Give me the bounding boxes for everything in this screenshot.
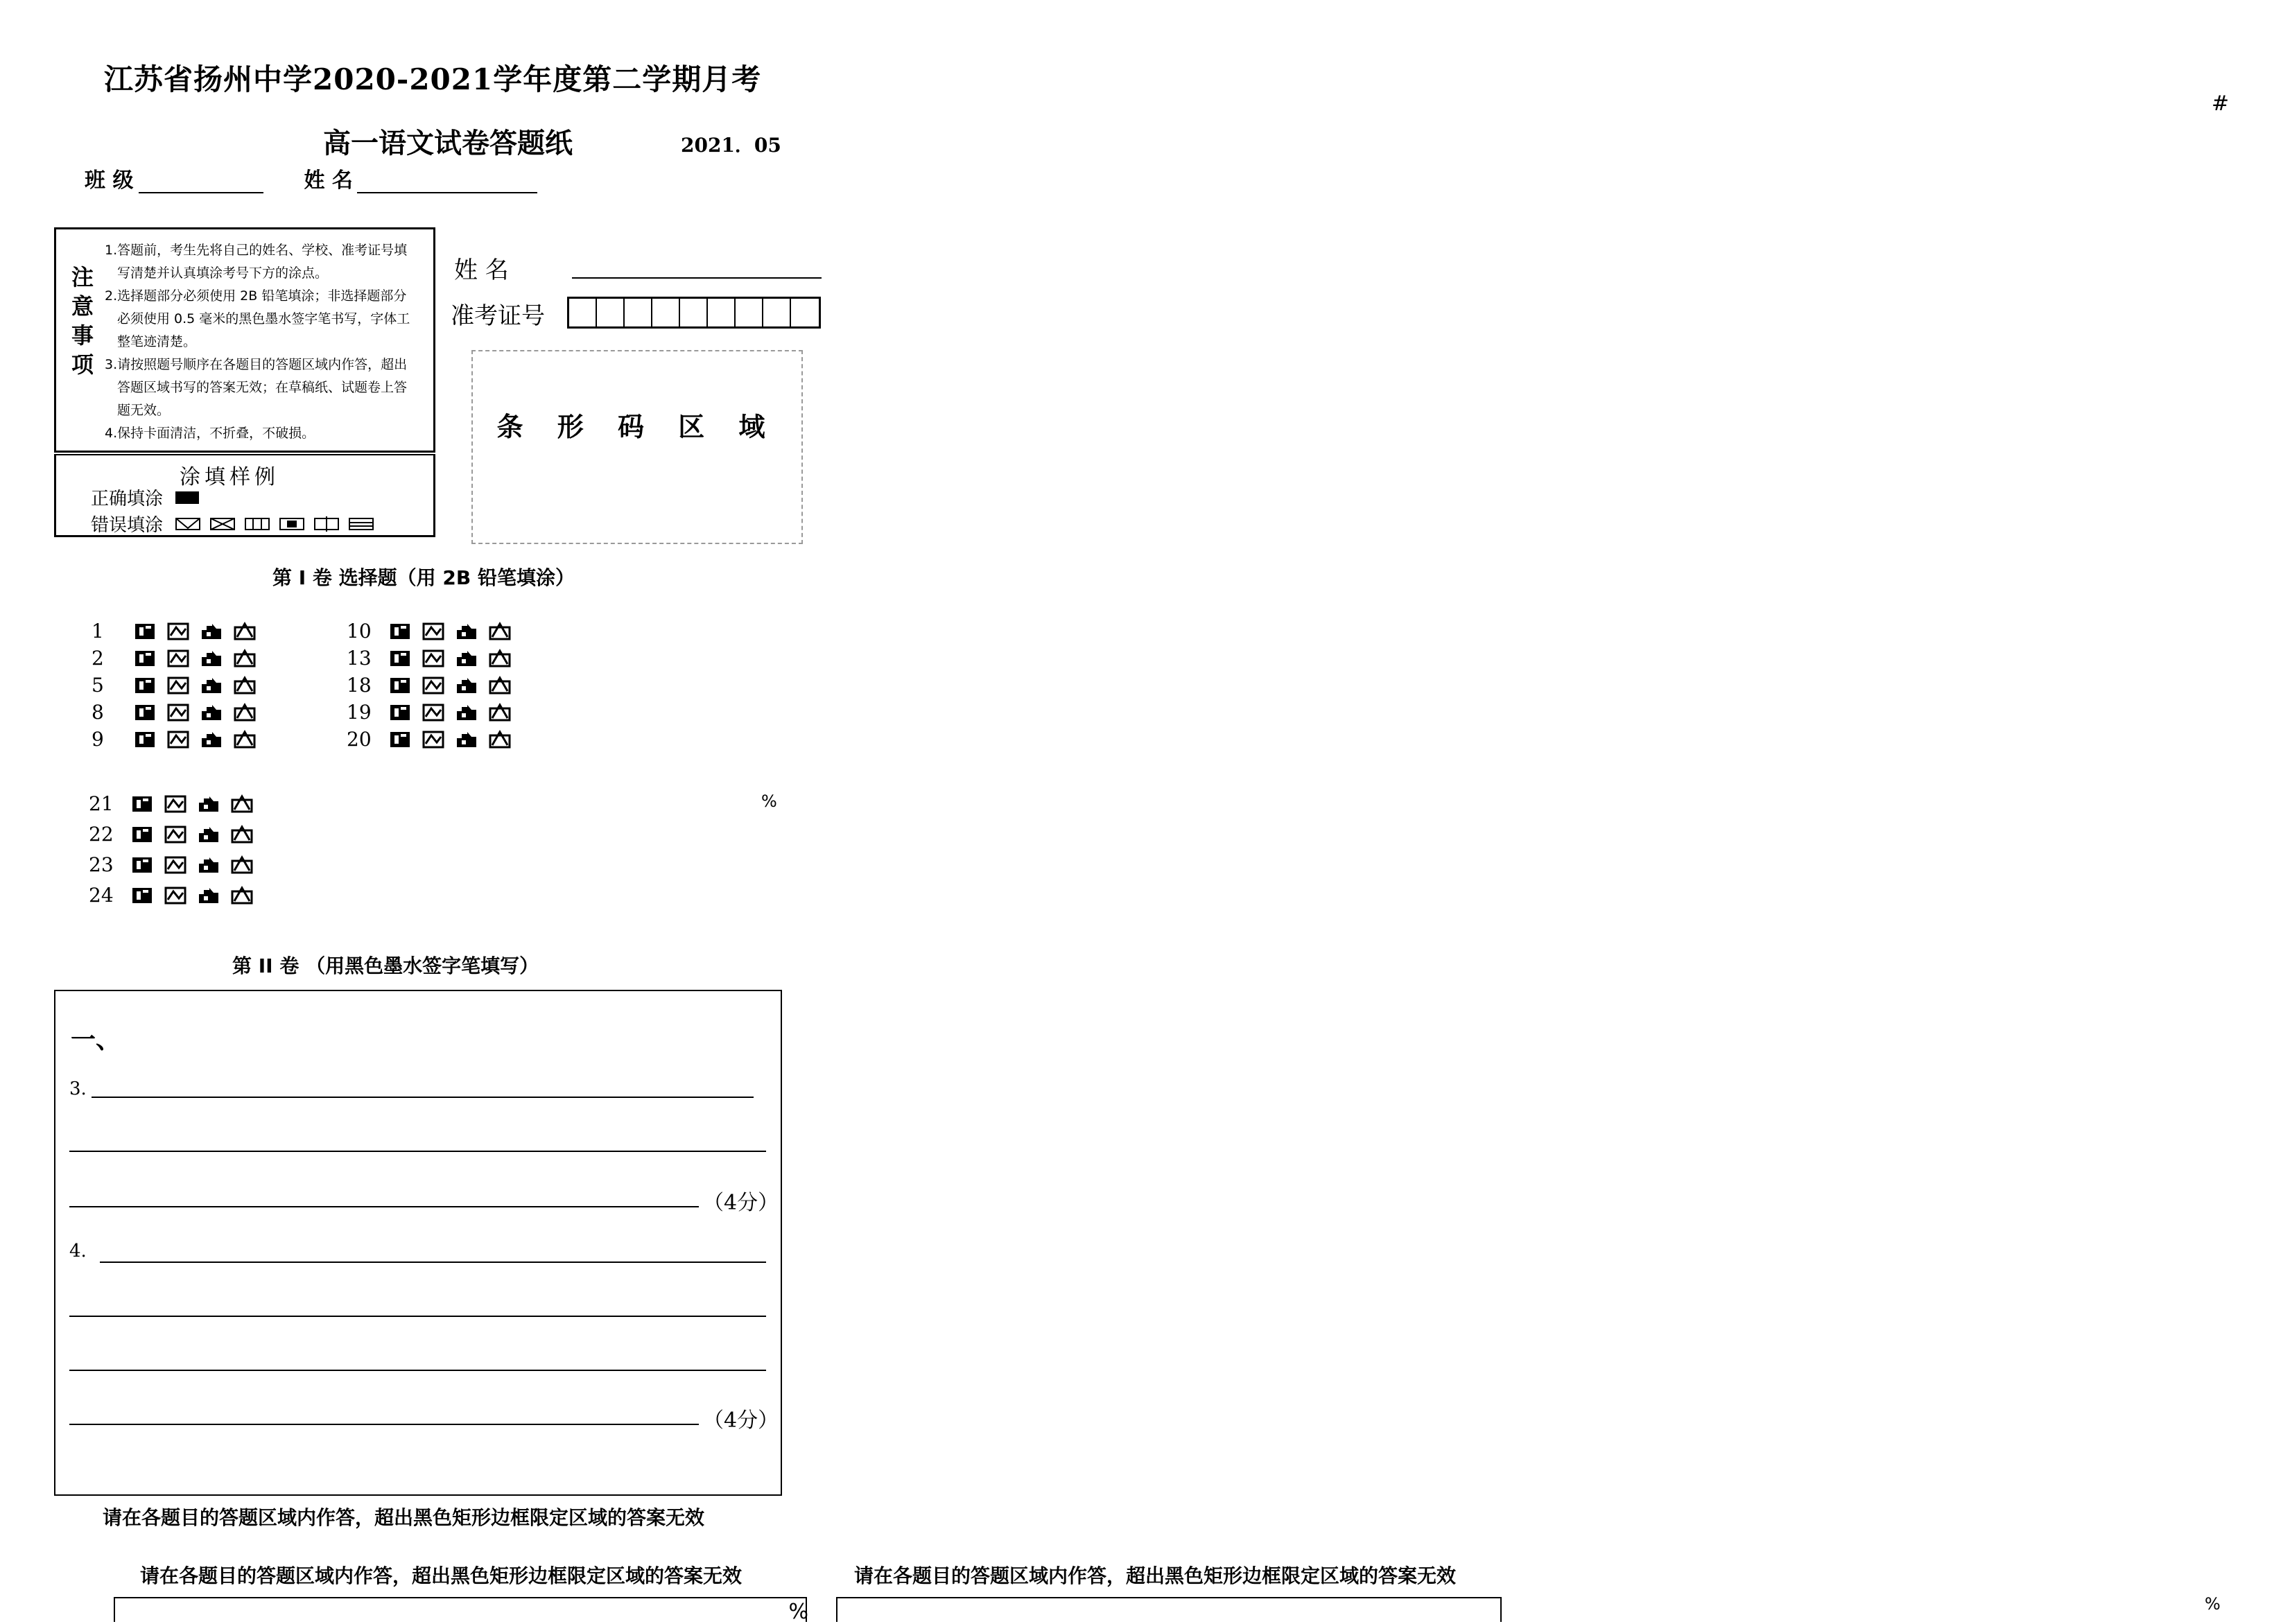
choice-bubble-b[interactable] [422, 649, 445, 668]
choice-bubble-b[interactable] [422, 703, 445, 722]
percent-mark: % [761, 792, 777, 811]
choice-bubble-c[interactable] [200, 730, 223, 749]
choice-bubble-b[interactable] [166, 649, 190, 668]
bottom-answer-box-left [114, 1597, 807, 1622]
notice-item: 3.请按照题号顺序在各题目的答题区域内作答，超出 [105, 357, 408, 372]
exam-id-digit-box[interactable] [569, 299, 597, 326]
correct-fill-row [91, 484, 199, 510]
choice-bubble-a[interactable] [130, 794, 154, 814]
choice-bubble-a[interactable] [133, 703, 157, 722]
candidate-name-label: 姓 名 [454, 256, 509, 284]
choice-question-number: 2 [92, 647, 104, 670]
choice-bubble-d[interactable] [230, 886, 254, 905]
choice-bubble-d[interactable] [230, 855, 254, 875]
barcode-label: 条 形 码 区 域 [496, 412, 778, 442]
choice-bubble-b[interactable] [422, 730, 445, 749]
choice-bubble-d[interactable] [233, 730, 257, 749]
choice-bubble-c[interactable] [455, 649, 478, 668]
choice-bubble-c[interactable] [197, 886, 220, 905]
exam-title: 江苏省扬州中学2020-2021学年度第二学期月考 [104, 62, 762, 96]
exam-id-digit-box[interactable] [791, 299, 819, 326]
choice-bubble-b[interactable] [166, 676, 190, 695]
answer-area-warning: 请在各题目的答题区域内作答，超出黑色矩形边框限定区域的答案无效 [103, 1506, 705, 1529]
choice-bubble-b[interactable] [166, 703, 190, 722]
choice-bubble-a[interactable] [130, 886, 154, 905]
choice-bubble-b[interactable] [164, 794, 187, 814]
barcode-area [471, 350, 803, 544]
notice-label: 注意事项 [71, 264, 94, 378]
choice-bubble-c[interactable] [197, 825, 220, 844]
choice-bubble-a[interactable] [130, 855, 154, 875]
exam-id-label: 准考证号 [451, 302, 545, 330]
choice-question-row [347, 701, 521, 724]
choice-bubble-b[interactable] [164, 825, 187, 844]
choice-bubble-c[interactable] [200, 649, 223, 668]
fill-example-box [54, 454, 435, 537]
choice-question-number: 22 [89, 823, 114, 846]
choice-bubble-d[interactable] [488, 730, 512, 749]
notice-item: 4.保持卡面清洁，不折叠，不破损。 [105, 426, 315, 441]
answer-line[interactable] [69, 1206, 699, 1207]
choice-bubble-a[interactable] [388, 622, 412, 641]
notice-list [105, 239, 431, 445]
exam-id-digit-box[interactable] [652, 299, 680, 326]
answer-line[interactable] [69, 1316, 766, 1317]
percent-mark: % [2205, 1594, 2221, 1614]
choice-question-row [92, 701, 266, 724]
choice-bubble-d[interactable] [488, 676, 512, 695]
choice-question-number: 8 [92, 701, 104, 724]
choice-bubble-d[interactable] [233, 676, 257, 695]
notice-item: 1.答题前，考生先将自己的姓名、学校、准考证号填 [105, 243, 408, 258]
choice-bubble-c[interactable] [455, 730, 478, 749]
choice-question-number: 9 [92, 728, 104, 751]
choice-bubble-d[interactable] [230, 825, 254, 844]
question-4-number: 4. [69, 1241, 87, 1261]
bottom-answer-box-right [836, 1597, 1502, 1622]
notice-item: 写清楚并认真填涂考号下方的涂点。 [117, 265, 329, 281]
choice-question-row [92, 647, 266, 670]
choice-bubble-a[interactable] [130, 825, 154, 844]
exam-date: 2021．05 [681, 134, 781, 157]
correct-fill-label: 正确填涂 [91, 489, 164, 509]
answer-line[interactable] [92, 1097, 754, 1098]
choice-bubble-a[interactable] [388, 676, 412, 695]
choice-bubble-b[interactable] [422, 622, 445, 641]
choice-bubble-a[interactable] [133, 649, 157, 668]
answer-area-warning: 请在各题目的答题区域内作答，超出黑色矩形边框限定区域的答案无效 [140, 1564, 743, 1587]
choice-bubble-a[interactable] [133, 730, 157, 749]
choice-question-number: 24 [89, 884, 114, 907]
choice-question-number: 18 [347, 674, 372, 697]
choice-question-number: 23 [89, 853, 114, 876]
choice-bubble-a[interactable] [388, 730, 412, 749]
choice-bubble-c[interactable] [455, 676, 478, 695]
answer-line[interactable] [69, 1151, 766, 1152]
choice-bubble-d[interactable] [230, 794, 254, 814]
notice-item: 2.选择题部分必须使用 2B 铅笔填涂；非选择题部分 [105, 288, 407, 304]
class-field[interactable] [139, 174, 263, 193]
exam-id-digit-box[interactable] [680, 299, 708, 326]
choice-bubble-c[interactable] [197, 794, 220, 814]
choice-question-row [347, 728, 521, 751]
choice-question-row [92, 620, 266, 643]
choice-bubble-b[interactable] [166, 622, 190, 641]
answer-sheet-subtitle: 高一语文试卷答题纸 [323, 127, 573, 159]
choice-question-row [89, 792, 263, 815]
choice-bubble-b[interactable] [166, 730, 190, 749]
answer-line[interactable] [69, 1424, 699, 1425]
choice-question-row [347, 620, 521, 643]
notice-item: 整笔迹清楚。 [117, 334, 197, 349]
choice-bubble-d[interactable] [488, 703, 512, 722]
choice-bubble-c[interactable] [455, 703, 478, 722]
answer-line[interactable] [100, 1261, 766, 1263]
choice-bubble-a[interactable] [133, 676, 157, 695]
choice-bubble-c[interactable] [200, 676, 223, 695]
section2-title: 第 II 卷 （用黑色墨水签字笔填写） [232, 954, 539, 977]
choice-question-number: 13 [347, 647, 372, 670]
notice-item: 答题区域书写的答案无效；在草稿纸、试题卷上答 [117, 380, 408, 395]
choice-bubble-a[interactable] [388, 649, 412, 668]
choice-bubble-b[interactable] [422, 676, 445, 695]
exam-id-digit-box[interactable] [625, 299, 652, 326]
choice-bubble-c[interactable] [200, 622, 223, 641]
section1-title: 第 I 卷 选择题（用 2B 铅笔填涂） [272, 566, 575, 589]
choice-question-number: 19 [347, 701, 372, 724]
choice-question-row [89, 823, 263, 846]
choice-question-number: 20 [347, 728, 372, 751]
choice-bubble-a[interactable] [133, 622, 157, 641]
wrong-fill-label: 错误填涂 [91, 515, 164, 536]
answer-area-warning: 请在各题目的答题区域内作答，超出黑色矩形边框限定区域的答案无效 [854, 1564, 1457, 1587]
choice-bubble-d[interactable] [233, 703, 257, 722]
answer-line[interactable] [69, 1370, 766, 1371]
candidate-name-field[interactable] [572, 277, 822, 279]
choice-question-row [89, 884, 263, 907]
choice-bubble-b[interactable] [164, 886, 187, 905]
exam-id-digit-box[interactable] [736, 299, 763, 326]
wrong-fill-marks-icon [175, 516, 383, 532]
wrong-fill-row [91, 511, 383, 536]
choice-question-row [92, 674, 266, 697]
choice-question-number: 10 [347, 620, 372, 643]
correct-fill-mark-icon [175, 491, 199, 504]
exam-id-boxes[interactable] [567, 297, 821, 329]
exam-id-digit-box[interactable] [763, 299, 791, 326]
name-field[interactable] [357, 174, 537, 193]
choice-bubble-a[interactable] [388, 703, 412, 722]
choice-question-row [92, 728, 266, 751]
choice-question-row [89, 853, 263, 876]
class-label: 班 级 [85, 168, 134, 193]
choice-question-row [347, 647, 521, 670]
exam-id-digit-box[interactable] [597, 299, 625, 326]
name-label: 姓 名 [304, 168, 353, 193]
class-name-row [85, 163, 537, 193]
choice-question-row [347, 674, 521, 697]
question-3-number: 3. [69, 1079, 87, 1099]
choice-question-number: 21 [89, 792, 114, 815]
percent-mark: % [788, 1600, 808, 1624]
question-4-score: （4分） [703, 1408, 779, 1433]
choice-bubble-d[interactable] [488, 622, 512, 641]
choice-bubble-b[interactable] [164, 855, 187, 875]
notice-item: 题无效。 [117, 403, 171, 418]
choice-question-number: 5 [92, 674, 104, 697]
exam-id-digit-box[interactable] [708, 299, 736, 326]
choice-bubble-d[interactable] [488, 649, 512, 668]
notice-item: 必须使用 0.5 毫米的黑色墨水签字笔书写，字体工 [117, 311, 410, 326]
choice-question-number: 1 [92, 620, 104, 643]
choice-bubble-d[interactable] [233, 622, 257, 641]
fill-example-title: 涂填样例 [180, 465, 279, 489]
question-3-score: （4分） [703, 1191, 779, 1215]
choice-bubble-c[interactable] [200, 703, 223, 722]
notice-box [54, 227, 435, 453]
corner-hash-mark: # [2212, 91, 2230, 116]
answer-box-part1 [54, 990, 782, 1496]
part-one-label: 一、 [71, 1025, 121, 1054]
choice-bubble-d[interactable] [233, 649, 257, 668]
choice-bubble-c[interactable] [197, 855, 220, 875]
choice-bubble-c[interactable] [455, 622, 478, 641]
